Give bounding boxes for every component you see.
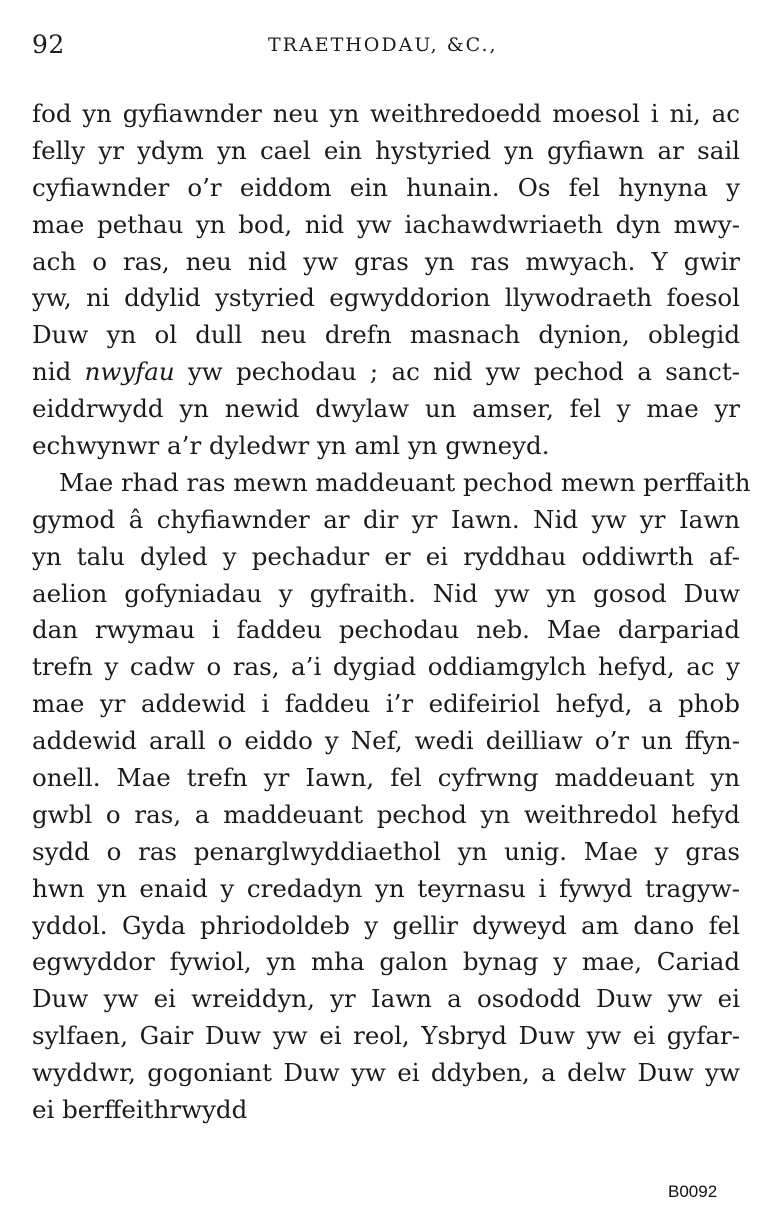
text-line: yw, ni ddylid ystyried egwyddorion llywodraeth foesol xyxy=(32,283,740,313)
text-line: mae pethau yn bod, nid yw iachawdwriaeth dyn mwy- xyxy=(32,209,740,239)
text-line: addewid arall o eiddo y Nef, wedi deilliaw o’r un ffyn- xyxy=(32,726,740,756)
text-line: trefn y cadw o ras, a’i dygiad oddiamgylch hefyd, ac y xyxy=(32,652,740,682)
text-segment: yw pechodau ; ac nid yw pechod a sanct- xyxy=(174,357,740,387)
text-line: mae yr addewid i faddeu i’r edifeiriol hefyd, a phob xyxy=(32,689,740,719)
text-line: Duw yw ei wreiddyn, yr Iawn a osododd Duw yw ei xyxy=(32,984,740,1014)
paragraph xyxy=(32,465,751,1129)
text-line: yddol. Gyda phriodoldeb y gellir dyweyd am dano fel xyxy=(32,910,740,940)
text-line: gymod â chyfiawnder ar dir yr Iawn. Nid yw yr Iawn xyxy=(32,504,740,534)
paragraph xyxy=(32,96,740,465)
text-line: hwn yn enaid y credadyn yn teyrnasu i fywyd tragyw- xyxy=(32,873,740,903)
footer-code: B0092 xyxy=(668,1182,718,1201)
page-number: 92 xyxy=(32,30,65,59)
text-line: ei berffeithrwydd xyxy=(32,1095,248,1125)
text-line: aelion gofyniadau y gyfraith. Nid yw yn gosod Duw xyxy=(32,578,740,608)
running-head: TRAETHODAU, &C., xyxy=(268,34,498,56)
text-line: yn talu dyled y pechadur er ei ryddhau oddiwrth af- xyxy=(32,541,740,571)
text-line: gwbl o ras, a maddeuant pechod yn weithredol hefyd xyxy=(32,799,740,829)
text-line: sydd o ras penarglwyddiaethol yn unig. Mae y gras xyxy=(32,836,740,866)
text-line: eiddrwydd yn newid dwylaw un amser, fel y mae yr xyxy=(32,394,740,424)
body-text xyxy=(32,96,751,1129)
text-line: fod yn gyfiawnder neu yn weithredoedd moesol i ni, ac xyxy=(32,99,740,128)
text-line: dan rwymau i faddeu pechodau neb. Mae darpariad xyxy=(32,615,740,645)
text-segment: nid xyxy=(32,357,85,387)
text-line: wyddwr, gogoniant Duw yw ei ddyben, a delw Duw yw xyxy=(32,1058,740,1088)
text-line: ach o ras, neu nid yw gras yn ras mwyach. Y gwir xyxy=(32,246,740,276)
text-line: felly yr ydym yn cael ein hystyried yn gyfiawn ar sail xyxy=(32,135,740,165)
text-line: onell. Mae trefn yr Iawn, fel cyfrwng maddeuant yn xyxy=(32,763,740,793)
text-line xyxy=(32,354,740,391)
italic-word: nwyfau xyxy=(84,357,175,387)
text-line: Duw yn ol dull neu drefn masnach dynion, oblegid xyxy=(32,320,740,350)
text-line: sylfaen, Gair Duw yw ei reol, Ysbryd Duw yw ei gyfar- xyxy=(32,1021,740,1051)
text-line: echwynwr a’r dyledwr yn aml yn gwneyd. xyxy=(32,431,550,461)
text-line: cyfiawnder o’r eiddom ein hunain. Os fel hynyna y xyxy=(32,172,740,202)
text-line: Mae rhad ras mewn maddeuant pechod mewn perffaith xyxy=(59,467,751,497)
text-line: egwyddor fywiol, yn mha galon bynag y mae, Cariad xyxy=(32,947,740,977)
